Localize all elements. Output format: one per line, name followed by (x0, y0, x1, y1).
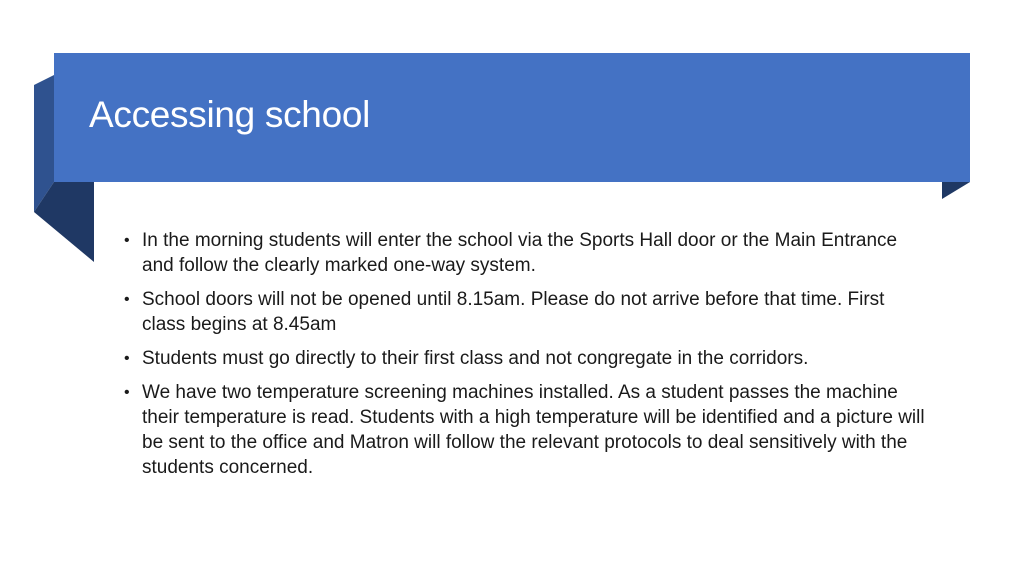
bullet-item-2 (122, 287, 932, 337)
slide-title: Accessing school (89, 94, 371, 135)
bullet-text: In the morning students will enter the school via the Sports Hall door or the Main Entrance and follow the clearly marked one-way system. (142, 230, 898, 276)
bullet-item-1 (122, 228, 932, 278)
bullet-item-3 (122, 346, 932, 371)
bullet-text: School doors will not be opened until 8.15am. Please do not arrive before that time. First class begins at 8.45am (142, 289, 885, 335)
bullet-item-4 (122, 380, 932, 480)
left-ribbon-tail (34, 182, 94, 262)
left-ribbon-fold (34, 75, 54, 212)
bullet-marker: • (124, 384, 130, 401)
bullet-text: Students must go directly to their first class and not congregate in the corridors. (142, 348, 809, 369)
bullet-marker: • (124, 291, 130, 308)
bullet-marker: • (124, 232, 130, 249)
bullet-text: We have two temperature screening machines installed. As a student passes the machine their temperature is read. Students with a high temperature will be identified and a picture will be sent to the office and Matron will follow the relevant protocols to deal sensitively with the students concerned. (142, 382, 925, 478)
right-ribbon-tail (942, 182, 970, 199)
bullet-marker: • (124, 350, 130, 367)
bullet-list (122, 228, 932, 489)
